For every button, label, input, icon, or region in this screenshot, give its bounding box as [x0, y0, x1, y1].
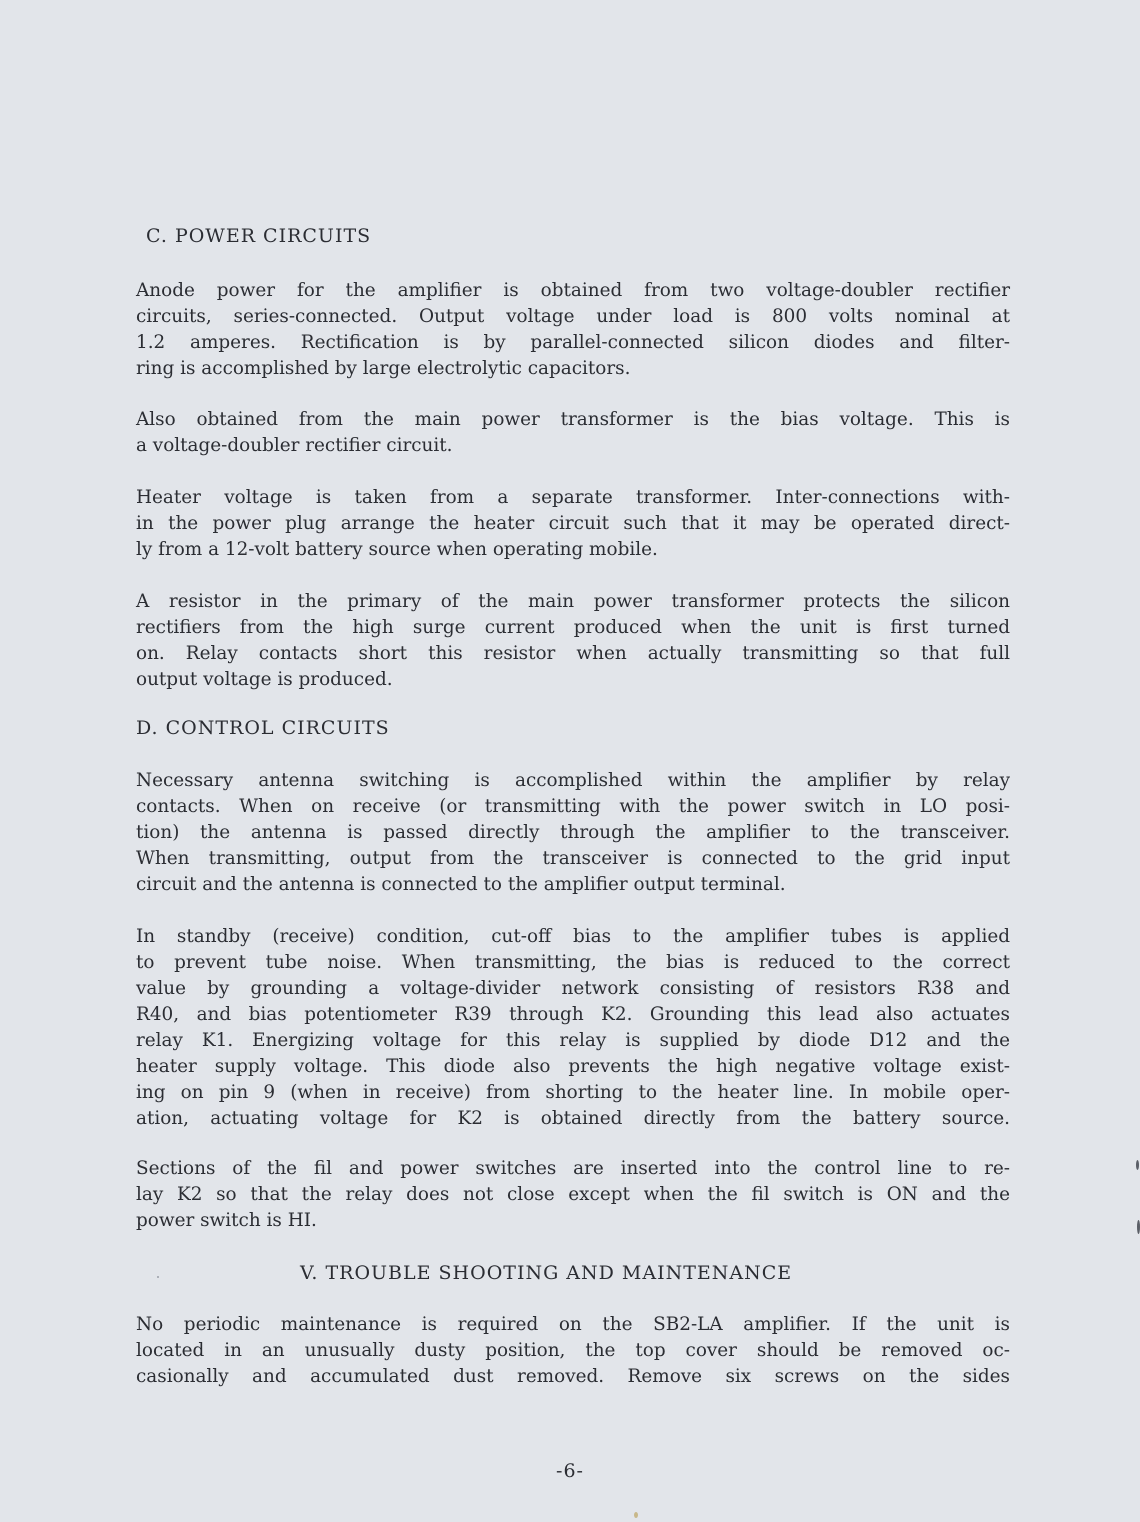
text-line: tion) the antenna is passed directly through the amplifier to the transceiver. [136, 822, 1010, 843]
text-line: rectifiers from the high surge current produced when the unit is first turned [136, 617, 1010, 638]
text-line: In standby (receive) condition, cut-off bias to the amplifier tubes is applied [136, 926, 1010, 947]
text-line: contacts. When on receive (or transmitting with the power switch in LO posi- [136, 796, 1010, 817]
text-line: No periodic maintenance is required on the SB2-LA amplifier. If the unit is [136, 1314, 1010, 1335]
text-line: a voltage-doubler rectifier circuit. [136, 435, 453, 456]
section-heading-power-circuits: C. POWER CIRCUITS [146, 225, 372, 247]
paper-speck [157, 1276, 159, 1278]
text-line: value by grounding a voltage-divider network consisting of resistors R38 and [136, 978, 1010, 999]
text-line: Heater voltage is taken from a separate transformer. Inter-connections with- [136, 487, 1010, 508]
paragraph-antenna-switching [136, 768, 1010, 898]
text-line: ing on pin 9 (when in receive) from shorting to the heater line. In mobile oper- [136, 1082, 1010, 1103]
section-heading-control-circuits: D. CONTROL CIRCUITS [136, 717, 390, 739]
text-line: Necessary antenna switching is accomplished within the amplifier by relay [136, 770, 1010, 791]
text-line: 1.2 amperes. Rectification is by parallel-connected silicon diodes and filter- [136, 332, 1010, 353]
paragraph-fil-power-switches [136, 1156, 1010, 1234]
text-line: When transmitting, output from the transceiver is connected to the grid input [136, 848, 1010, 869]
text-line: circuits, series-connected. Output voltage under load is 800 volts nominal at [136, 306, 1010, 327]
text-line: circuit and the antenna is connected to the amplifier output terminal. [136, 874, 786, 895]
paragraph-standby-bias [136, 924, 1010, 1132]
text-line: Also obtained from the main power transformer is the bias voltage. This is [136, 409, 1010, 430]
text-line: on. Relay contacts short this resistor when actually transmitting so that full [136, 643, 1010, 664]
paper-speck [1136, 1160, 1139, 1170]
page-number: -6- [556, 1460, 584, 1482]
paragraph-heater-voltage [136, 485, 1010, 563]
paragraph-periodic-maintenance [136, 1312, 1010, 1390]
text-line: Sections of the fil and power switches are inserted into the control line to re- [136, 1158, 1010, 1179]
text-line: Anode power for the amplifier is obtained from two voltage-doubler rectifier [136, 280, 1010, 301]
text-line: heater supply voltage. This diode also prevents the high negative voltage exist- [136, 1056, 1010, 1077]
paragraph-surge-resistor [136, 589, 1010, 693]
text-line: casionally and accumulated dust removed. Remove six screws on the sides [136, 1366, 1010, 1387]
text-line: power switch is HI. [136, 1210, 317, 1231]
text-line: ation, actuating voltage for K2 is obtained directly from the battery source. [136, 1108, 1010, 1129]
paragraph-bias-voltage [136, 407, 1010, 459]
text-line: R40, and bias potentiometer R39 through K2. Grounding this lead also actuates [136, 1004, 1010, 1025]
text-line: ring is accomplished by large electrolytic capacitors. [136, 358, 631, 379]
paper-speck [634, 1512, 638, 1518]
text-line: relay K1. Energizing voltage for this relay is supplied by diode D12 and the [136, 1030, 1010, 1051]
text-line: A resistor in the primary of the main power transformer protects the silicon [136, 591, 1010, 612]
section-heading-trouble-shooting: V. TROUBLE SHOOTING AND MAINTENANCE [300, 1262, 793, 1284]
paragraph-anode-power [136, 278, 1010, 382]
text-line: to prevent tube noise. When transmitting, the bias is reduced to the correct [136, 952, 1010, 973]
text-line: in the power plug arrange the heater circuit such that it may be operated direct- [136, 513, 1010, 534]
text-line: lay K2 so that the relay does not close except when the fil switch is ON and the [136, 1184, 1010, 1205]
text-line: ly from a 12-volt battery source when operating mobile. [136, 539, 658, 560]
text-line: output voltage is produced. [136, 669, 393, 690]
text-line: located in an unusually dusty position, the top cover should be removed oc- [136, 1340, 1010, 1361]
